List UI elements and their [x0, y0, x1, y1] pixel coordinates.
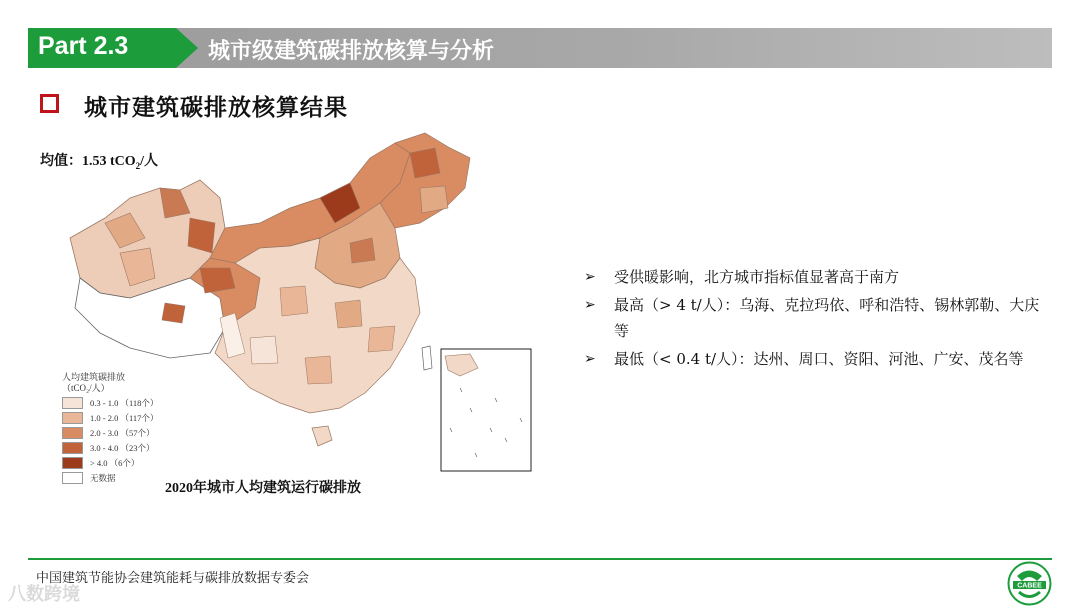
header-bar: [28, 28, 1052, 68]
finding-item: [584, 292, 1054, 344]
finding-text: 受供暖影响，北方城市指标值显著高于南方: [614, 268, 900, 286]
cabee-logo: [1007, 561, 1052, 606]
average-subscript: 2: [135, 160, 141, 171]
legend-item: [62, 456, 187, 469]
legend-item: [62, 411, 187, 424]
legend-label: 0.3 - 1.0 （118个）: [90, 397, 159, 408]
legend-swatch: [62, 397, 83, 409]
legend-item: [62, 441, 187, 454]
legend-title-line2: （tCO₂/人）: [62, 383, 110, 393]
footer-organization: 中国建筑节能协会建筑能耗与碳排放数据专委会: [36, 571, 310, 586]
map-legend: [62, 372, 187, 484]
legend-label: 3.0 - 4.0 （23个）: [90, 442, 155, 453]
footer-divider: [28, 558, 1052, 560]
legend-label: 1.0 - 2.0 （117个）: [90, 412, 159, 423]
finding-item: [584, 264, 1054, 290]
watermark: 八数跨境: [8, 584, 80, 605]
legend-swatch: [62, 412, 83, 424]
arrow-bullet-icon: ➢: [584, 351, 596, 367]
finding-text: 最低（< 0.4 t/人）：达州、周口、资阳、河池、广安、茂名等: [614, 350, 1024, 368]
legend-title-line1: 人均建筑碳排放: [62, 372, 126, 382]
map-caption: 2020年城市人均建筑运行碳排放: [165, 481, 361, 496]
legend-label: 2.0 - 3.0 （57个）: [90, 427, 155, 438]
region-taiwan: [422, 346, 432, 370]
arrow-bullet-icon: ➢: [584, 269, 596, 285]
part-label: Part 2.3: [38, 32, 129, 60]
legend-swatch: [62, 457, 83, 469]
logo-text: CABEE: [1017, 582, 1042, 590]
section-title: 城市建筑碳排放核算结果: [84, 94, 348, 121]
slide-title: 城市级建筑碳排放核算与分析: [208, 39, 495, 64]
legend-item: [62, 426, 187, 439]
average-suffix: /人: [140, 154, 159, 169]
region-hainan: [312, 426, 332, 446]
legend-item: [62, 396, 187, 409]
finding-text: 最高（> 4 t/人）：乌海、克拉玛依、呼和浩特、锡林郭勒、大庆等: [614, 296, 1040, 340]
legend-label: > 4.0 （6个）: [90, 457, 140, 468]
section-bullet-square-icon: [40, 94, 59, 113]
findings-list: [584, 264, 1054, 374]
arrow-bullet-icon: ➢: [584, 297, 596, 313]
legend-label: 无数据: [90, 472, 116, 483]
average-text: 均值：1.53 tCO: [40, 154, 136, 169]
legend-swatch: [62, 442, 83, 454]
part-badge-arrow: [176, 28, 198, 68]
finding-item: [584, 346, 1054, 372]
legend-swatch: [62, 472, 83, 484]
legend-swatch: [62, 427, 83, 439]
